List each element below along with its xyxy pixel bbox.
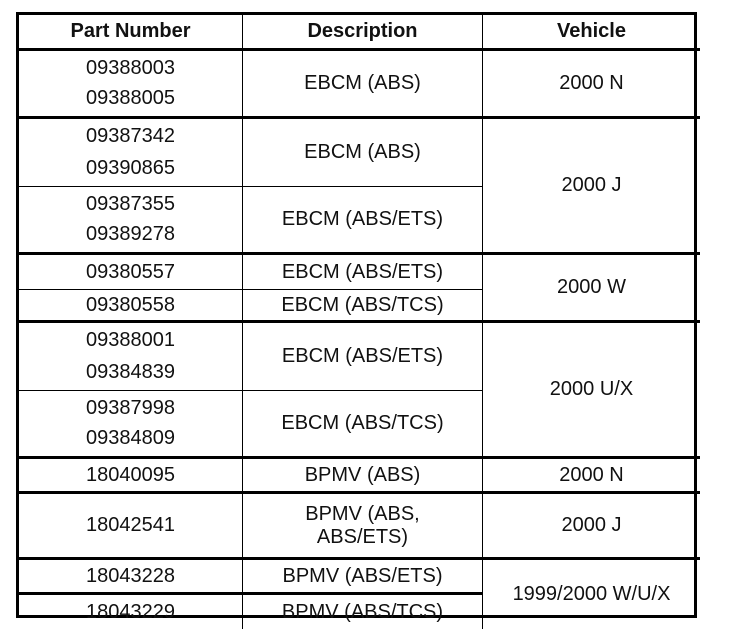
part-number: 09389278	[86, 223, 175, 246]
vehicle-cell: 2000 W	[483, 255, 700, 323]
description-line: BPMV (ABS,	[305, 502, 420, 525]
description-line: ABS/ETS)	[316, 525, 409, 548]
part-number-cell: 18040095	[19, 459, 243, 494]
part-number-cell	[19, 51, 243, 119]
description-cell: EBCM (ABS/ETS)	[243, 187, 483, 255]
description-cell: BPMV (ABS)	[243, 459, 483, 494]
part-number: 09387355	[86, 192, 175, 215]
part-number: 09388001	[86, 329, 175, 352]
header-vehicle: Vehicle	[483, 15, 700, 51]
description-cell: EBCM (ABS/ETS)	[243, 323, 483, 391]
part-number: 09388005	[86, 87, 175, 110]
part-number-cell: 18043228	[19, 560, 243, 595]
part-number-cell	[19, 187, 243, 255]
description-cell: EBCM (ABS/TCS)	[243, 290, 483, 323]
vehicle-cell: 2000 J	[483, 119, 700, 255]
description-cell: EBCM (ABS)	[243, 51, 483, 119]
part-number-cell	[19, 119, 243, 187]
vehicle-cell: 2000 U/X	[483, 323, 700, 459]
part-number: 09384839	[86, 360, 175, 383]
header-description: Description	[243, 15, 483, 51]
part-number-cell: 09380558	[19, 290, 243, 323]
vehicle-cell: 2000 N	[483, 51, 700, 119]
description-cell: BPMV (ABS/TCS)	[243, 595, 483, 629]
header-part-number: Part Number	[19, 15, 243, 51]
part-number-cell	[19, 391, 243, 459]
description-cell: BPMV (ABS/ETS)	[243, 560, 483, 595]
part-number: 09387342	[86, 125, 175, 148]
part-number-cell: 09380557	[19, 255, 243, 290]
part-number-cell: 18043229	[19, 595, 243, 629]
description-cell	[243, 494, 483, 560]
part-number: 09390865	[86, 156, 175, 179]
vehicle-cell: 1999/2000 W/U/X	[512, 583, 671, 605]
vehicle-cell: 2000 J	[483, 494, 700, 560]
description-cell: EBCM (ABS/ETS)	[243, 255, 483, 290]
part-number: 09384809	[86, 427, 175, 450]
part-number: 09387998	[86, 396, 175, 419]
part-number-cell: 18042541	[19, 494, 243, 560]
part-number-cell	[19, 323, 243, 391]
description-cell: EBCM (ABS/TCS)	[243, 391, 483, 459]
part-number: 09388003	[86, 56, 175, 79]
vehicle-cell: 2000 N	[483, 459, 700, 494]
parts-table	[16, 12, 697, 623]
description-cell: EBCM (ABS)	[243, 119, 483, 187]
